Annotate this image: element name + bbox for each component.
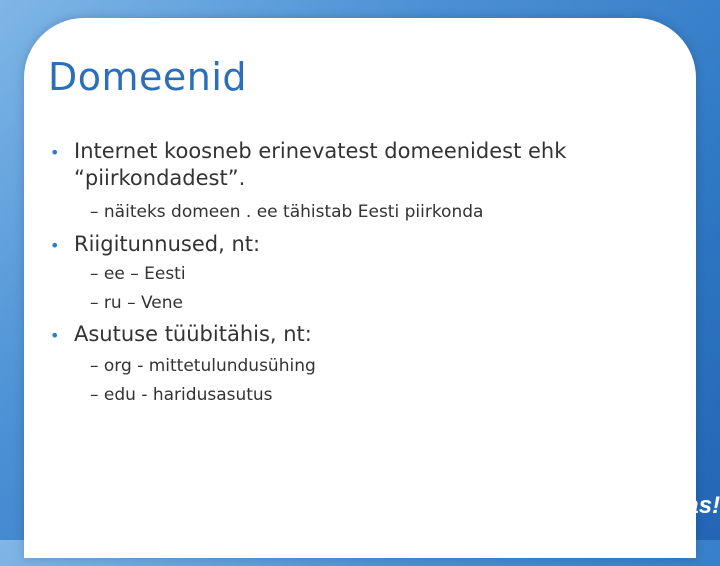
bullet-2-sub-1: – ee – Eesti [90, 264, 186, 284]
bullet-3-sub-1: – org - mittetulundusühing [90, 356, 316, 376]
bullet-dot: • [50, 236, 60, 255]
bullet-dot: • [50, 326, 60, 345]
bullet-1-line-2: “piirkondadest”. [74, 166, 246, 190]
bullet-1-sub-1: – näiteks domeen . ee tähistab Eesti piirkonda [90, 202, 484, 222]
person-silhouette-icon [586, 458, 626, 528]
logo-word-ole: OLe [632, 462, 679, 489]
logo-word-kaasas: Kaasas! [628, 492, 720, 519]
bullet-3-line-1: Asutuse tüübitähis, nt: [74, 322, 312, 346]
slide-title: Domeenid [48, 55, 248, 99]
bullet-dot: • [50, 143, 60, 162]
ole-kaasas-logo [586, 458, 720, 530]
bullet-2-line-1: Riigitunnused, nt: [74, 232, 261, 256]
bullet-2-sub-2: – ru – Vene [90, 293, 183, 313]
bullet-1-line-1: Internet koosneb erinevatest domeenidest ehk [74, 139, 567, 163]
bullet-3-sub-2: – edu - haridusasutus [90, 385, 273, 405]
